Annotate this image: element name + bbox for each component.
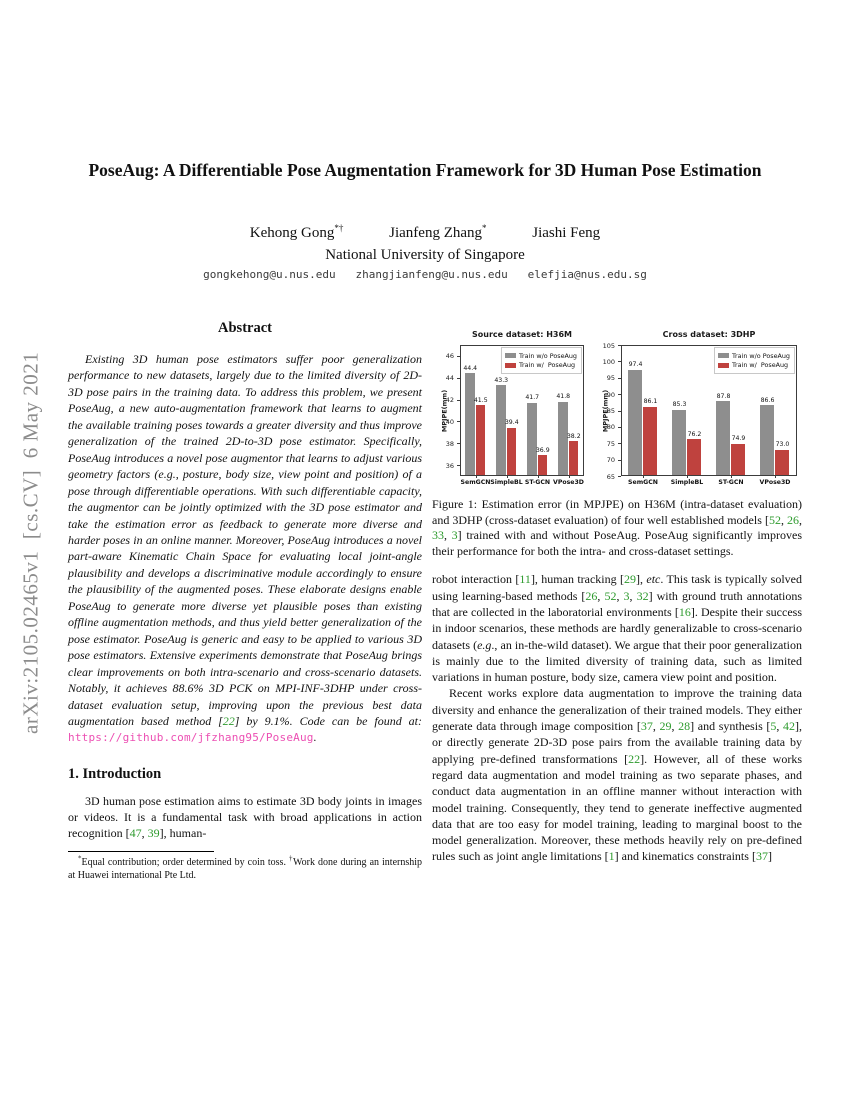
bar [465,373,475,475]
author-2 [389,225,486,241]
arxiv-watermark: arXiv:2105.02465v1 [cs.CV] 6 May 2021 [18,351,43,735]
text-run: 3D human pose estimation aims to estimate 3D body joints in images or videos. It is a fundamental task with broad applications in action recognition [ [68,793,422,841]
text-run: etc [646,572,661,587]
y-tick-label: 44 [445,374,454,383]
bar-value-label: 87.8 [716,392,731,400]
abstract-paragraph [68,351,422,747]
bar-value-label: 86.6 [760,396,775,404]
citation-link[interactable]: 42 [783,719,796,734]
text-run: Equal contribution; order determined by coin toss. [81,856,289,868]
code-url-link[interactable]: https://github.com/jfzhang95/PoseAug [68,731,314,745]
bar [687,439,701,475]
legend-label: Train w/o PoseAug [732,351,790,360]
y-axis-label: MPJPE(mm) [440,389,448,432]
text-run: , [652,719,660,734]
bar [496,385,506,475]
y-tick-mark [457,356,460,357]
text-run: ], human- [159,826,207,841]
bar [731,444,745,475]
footnote-block [68,851,422,883]
legend-swatch [718,363,729,368]
legend-label: Train w/ PoseAug [732,361,789,369]
x-tick-label: VPose3D [759,479,791,486]
text-run: ], or directly generate 2D-3D pose pairs from the available training data by applying pre-defined transformations [ [432,719,803,766]
footnote-text [68,856,422,883]
citation-link[interactable]: 26 [585,588,598,603]
bar-value-label: 74.9 [731,435,746,443]
text-run: Work done during an internship at Huawei international Pte Ltd. [68,856,423,882]
author-1-marks: *† [334,223,344,233]
x-tick-label: VPose3D [553,479,584,486]
body-paragraph-2 [432,685,802,864]
y-tick-label: 90 [606,390,615,399]
legend-swatch [505,363,516,368]
y-tick-mark [457,378,460,379]
legend-row [505,361,577,369]
chart-title: Source dataset: H36M [472,330,572,339]
legend-row [505,352,577,360]
introduction-heading: 1. Introduction [68,765,162,782]
y-tick-mark [618,460,621,461]
bar [507,428,517,475]
author-3-name: Jiashi Feng [532,225,601,241]
y-tick-label: 80 [606,423,615,432]
bar [672,410,686,475]
text-run: Figure 1: Estimation error (in MPJPE) on H36M (intra-dataset evaluation) and 3DHP (cross-dataset evaluation) of four well established models [ [432,497,802,527]
citation-link[interactable]: 32 [636,588,649,603]
x-tick-mark [643,476,644,478]
bar [476,405,486,475]
legend [714,347,795,374]
x-tick-mark [775,476,776,478]
y-axis-label: MPJPE(mm) [601,389,609,432]
x-tick-label: ST-GCN [718,479,744,486]
citation-link[interactable]: 16 [678,604,691,619]
text-run: ] [767,849,772,864]
text-run: , [671,719,679,734]
text-run: e.g [477,637,492,652]
figure1-charts [436,330,802,488]
text-run: , [444,528,452,543]
citation-link[interactable]: 37 [755,849,768,864]
bar-value-label: 39.4 [504,419,519,427]
citation-link[interactable]: 29 [624,572,637,587]
text-run: Recent works explore data augmentation to improve the training data diversity and enhance the generalization of their trained models. They either generate data through image composition [ [432,686,802,734]
citation-link[interactable]: 5 [770,719,777,734]
right-column [432,330,802,865]
citation-link[interactable]: 33 [432,528,444,543]
citation-link[interactable]: 28 [678,719,691,734]
text-run: , [776,719,784,734]
text-run: ], human tracking [ [530,572,625,587]
bar-value-label: 41.7 [525,394,540,402]
citation-link[interactable]: 37 [640,719,653,734]
bar [775,450,789,475]
left-column [68,318,422,883]
x-tick-label: SemGCN [460,479,491,486]
y-tick-label: 75 [606,439,615,448]
y-tick-mark [457,443,460,444]
author-2-marks: * [482,223,487,233]
legend-label: Train w/o PoseAug [519,351,577,360]
citation-link[interactable]: 39 [147,826,160,841]
legend-swatch [718,353,729,358]
bar-value-label: 85.3 [672,401,687,409]
citation-link[interactable]: 22 [222,713,235,728]
citation-link[interactable]: 11 [519,572,531,587]
y-tick-label: 100 [602,357,615,366]
introduction-paragraph [68,793,422,842]
y-tick-label: 36 [445,461,454,470]
x-tick-label: ST-GCN [524,479,551,486]
text-run: robot interaction [ [432,572,520,587]
text-run: ], [636,572,647,587]
citation-link[interactable]: 52 [604,588,617,603]
author-emails: gongkehong@u.nus.edu zhangjianfeng@u.nus.edu elefjia@nus.edu.sg [203,268,647,281]
bar-value-label: 38.2 [566,432,581,440]
y-tick-mark [457,465,460,466]
text-run: ]. However, all of these works regard data augmentation and model training as two separate phases, and conduct data augmentation in an offline manner without interaction with model training. Consequently, they tend to generate ineffective augmented data that are too easy for model training, leading to marginal boost to the model generalization. Moreover, these methods heavily rely on pre-defined rules such as joint angle limitations [ [432,751,802,864]
y-tick-mark [618,427,621,428]
legend-label: Train w/ PoseAug [519,361,576,369]
x-tick-label: SimpleBL [670,479,704,486]
y-tick-label: 65 [606,472,615,481]
y-tick-label: 38 [445,439,454,448]
x-tick-mark [731,476,732,478]
bar-value-label: 73.0 [775,441,790,449]
chart-source-h36m [436,330,588,488]
citation-link[interactable]: 3 [451,528,458,543]
y-tick-label: 105 [602,341,615,350]
text-run: . This task is typically solved using learning-based methods [ [432,572,802,603]
bar-value-label: 36.9 [535,446,550,454]
author-3 [532,225,600,241]
citation-link[interactable]: 3 [623,588,630,603]
abstract-heading: Abstract [218,320,272,336]
legend-swatch [505,353,516,358]
y-tick-mark [618,345,621,346]
text-run: , [629,588,637,603]
text-run: ] trained with and without PoseAug. PoseAug significantly improves their performance for both the intra- and cross-dataset settings. [432,528,802,558]
bar [538,455,548,475]
citation-link[interactable]: 52 [768,512,781,527]
citation-link[interactable]: 47 [129,826,142,841]
y-tick-mark [457,400,460,401]
bar-value-label: 97.4 [628,361,643,369]
bar-value-label: 44.4 [463,364,478,372]
y-tick-mark [618,411,621,412]
citation-link[interactable]: 26 [787,512,800,527]
author-1-name: Kehong Gong [249,225,335,241]
footnote-rule [68,851,214,852]
y-tick-mark [457,421,460,422]
y-tick-label: 46 [445,352,454,361]
y-tick-label: 70 [606,456,615,465]
x-tick-label: SimpleBL [490,479,523,486]
text-run: ] and synthesis [ [690,719,771,734]
bar [643,407,657,475]
citation-link[interactable]: 22 [628,751,641,766]
y-tick-label: 42 [445,396,454,405]
bar-value-label: 76.2 [687,430,702,438]
x-tick-mark [538,476,539,478]
y-tick-label: 85 [606,407,615,415]
bar-value-label: 43.3 [494,376,509,384]
author-2-name: Jianfeng Zhang [389,225,483,241]
text-run: , [597,588,605,603]
x-tick-mark [476,476,477,478]
text-run: * [78,854,82,863]
y-tick-mark [618,378,621,379]
text-run: ] with ground truth annotations that are collected in the laboratorial environments [ [432,588,803,619]
bar [760,405,774,475]
bar-value-label: 41.5 [473,396,488,404]
bar-value-label: 41.8 [556,393,571,401]
authors-line [0,223,850,242]
chart-title: Cross dataset: 3DHP [662,330,756,339]
text-run: , [616,588,624,603]
chart-cross-3dhp [597,330,801,488]
x-tick-mark [507,476,508,478]
legend-row [718,352,790,360]
legend [501,347,582,374]
body-paragraph-1 [432,571,802,685]
figure1-caption [432,497,802,559]
bar [628,370,642,475]
text-run: ., an in-the-wild dataset). We argue that their poor generalization is mainly due to the limited diversity of training data, such as limited variations in human posture, body size, camera view point and position. [432,637,803,685]
y-tick-mark [618,476,621,477]
text-run: , [141,826,148,841]
bar [527,403,537,475]
x-tick-mark [687,476,688,478]
citation-link[interactable]: 29 [659,719,672,734]
text-run: , [780,512,788,527]
citation-link[interactable]: 1 [608,849,615,864]
author-1 [250,225,344,241]
text-run: , [799,512,803,527]
paper-title: PoseAug: A Differentiable Pose Augmentation Framework for 3D Human Pose Estimation [88,159,762,180]
y-tick-label: 40 [445,417,454,426]
y-tick-mark [618,443,621,444]
bar-value-label: 86.1 [643,398,658,406]
text-run: . [313,730,317,745]
bar [569,441,579,475]
text-run: Existing 3D human pose estimators suffer poor generalization performance to new datasets, largely due to the limited diversity of 2D-3D pose pairs in the training data. To address this problem, we present PoseAug, a new auto-augmentation framework that learns to augment the available training poses towards a greater diversity and thus improve generalization of the trained 2D-to-3D pose estimator. Specifically, PoseAug introduces a novel pose augmentor that learns to adjust various geometry factors (e.g., posture, body size, view point and position) of a pose through differentiable operations. With such differentiable capacity, the augmentor can be jointly optimized with the 3D pose estimator and take the estimation error as feedback to generate more diverse and harder poses in an online manner. Moreover, PoseAug introduces a novel part-aware Kinematic Chain Space for evaluating local joint-angle plausibility and develops a discriminative module accordingly to ensure the plausibility of the augmented poses. These elaborate designs enable PoseAug to generate more diverse yet plausible poses than existing offline augmentation methods, and thus yield better generalization of the pose estimator. PoseAug is generic and easy to be applied to various 3D pose estimators. Extensive experiments demonstrate that PoseAug brings clear improvements on both intra-scenario and cross-scenario datasets. Notably, it achieves 88.6% 3D PCK on MPI-INF-3DHP under cross-dataset evaluation setup, improving upon the previous best data augmentation based method [ [68,352,422,728]
x-tick-mark [569,476,570,478]
text-run: † [288,854,293,863]
text-run: ] and kinematics constraints [ [614,849,756,864]
x-tick-label: SemGCN [628,479,658,486]
affiliation: National University of Singapore [325,247,525,263]
text-run: ] by 9.1%. Code can be found at: [234,713,422,728]
y-tick-label: 95 [606,374,615,383]
y-tick-mark [618,394,621,395]
text-run: ]. Despite their success in indoor scenarios, these methods are hardly generalizable to cross-scenario datasets ( [432,604,802,652]
legend-row [718,361,790,369]
